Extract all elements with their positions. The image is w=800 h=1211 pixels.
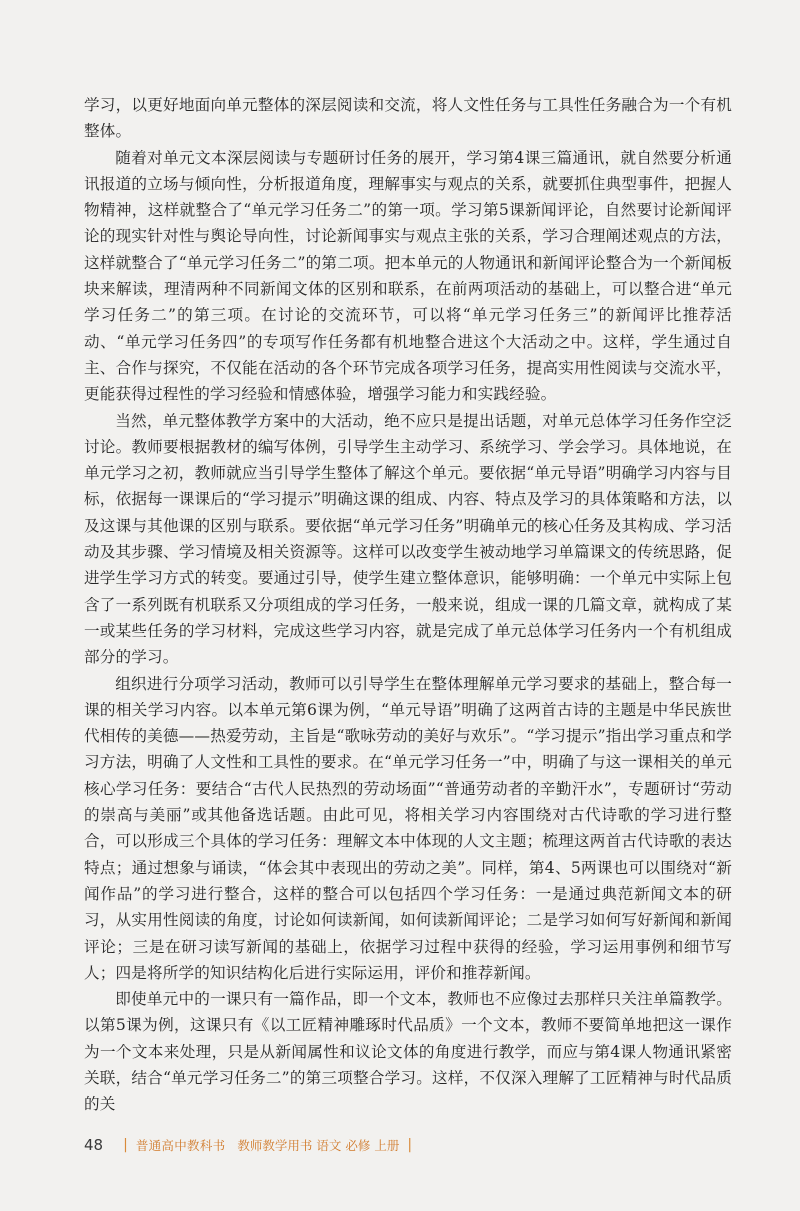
paragraph: 组织进行分项学习活动，教师可以引导学生在整体理解单元学习要求的基础上，整合每一课的相关学习内容。以本单元第6课为例，“单元导语”明确了这两首古诗的主题是中华民族世代相传的美德——热爱劳动，主旨是“歌咏劳动的美好与欢乐”。“学习提示”指出学习重点和学习方法，明确了人文性和工具性的要求。在“单元学习任务一”中，明确了与这一课相关的单元核心学习任务：要结合“古代人民热烈的劳动场面”“普通劳动者的辛勤汗水”，专题研讨“劳动的崇高与美丽”或其他备选话题。由此可见，将相关学习内容围绕对古代诗歌的学习进行整合，可以形成三个具体的学习任务：理解文本中体现的人文主题；梳理这两首古代诗歌的表达特点；通过想象与诵读，“体会其中表现出的劳动之美”。同样，第4、5两课也可以围绕对“新闻作品”的学习进行整合，这样的整合可以包括四个学习任务：一是通过典范新闻文本的研习，从实用性阅读的角度，讨论如何读新闻，如何读新闻评论；二是学习如何写好新闻和新闻评论；三是在研习读写新闻的基础上，依据学习过程中获得的经验，学习运用事例和细节写人；四是将所学的知识结构化后进行实际运用，评价和推荐新闻。 (84, 674, 732, 982)
paragraph: 当然，单元整体教学方案中的大活动，绝不应只是提出话题，对单元总体学习任务作空泛讨论。教师要根据教材的编写体例，引导学生主动学习、系统学习、学会学习。具体地说，在单元学习之初，教师就应当引导学生整体了解这个单元。要依据“单元导语”明确学习内容与目标，依据每一课课后的“学习提示”明确这课的组成、内容、特点及学习的具体策略和方法，以及这课与其他课的区别与联系。要依据“单元学习任务”明确单元的核心任务及其构成、学习活动及其步骤、学习情境及相关资源等。这样可以改变学生被动地学习单篇课文的传统思路，促进学生学习方式的转变。要通过引导，使学生建立整体意识，能够明确：一个单元中实际上包含了一系列既有机联系又分项组成的学习任务，一般来说，组成一课的几篇文章，就构成了某一或某些任务的学习材料，完成这些学习内容，就是完成了单元总体学习任务内一个有机组成部分的学习。 (84, 411, 732, 667)
book-subtitle: 教师教学用书 语文 必修 上册 (237, 1138, 400, 1153)
body-text (84, 92, 732, 1118)
paragraph-continued: 学习，以更好地面向单元整体的深层阅读和交流，将人文性任务与工具性任务融合为一个有机整体。 (84, 96, 732, 141)
paragraph: 随着对单元文本深层阅读与专题研讨任务的展开，学习第4课三篇通讯，就自然要分析通讯报道的立场与倾向性，分析报道角度，理解事实与观点的关系，就要抓住典型事件，把握人物精神，这样就整合了“单元学习任务二”的第一项。学习第5课新闻评论，自然要讨论新闻评论的现实针对性与舆论导向性，讨论新闻事实与观点主张的关系，学习合理阐述观点的方法，这样就整合了“单元学习任务二”的第二项。把本单元的人物通讯和新闻评论整合为一个新闻板块来解读，理清两种不同新闻文体的区别和联系，在前两项活动的基础上，可以整合进“单元学习任务二”的第三项。在讨论的交流环节，可以将“单元学习任务三”的新闻评比推荐活动、“单元学习任务四”的专项写作任务都有机地整合进这个大活动之中。这样，学生通过自主、合作与探究，不仅能在活动的各个环节完成各项学习任务，提高实用性阅读与交流水平，更能获得过程性的学习经验和情感体验，增强学习能力和实践经验。 (84, 148, 732, 404)
footer-separator: | (123, 1137, 128, 1153)
page-footer (84, 1133, 420, 1157)
book-title: 普通高中教科书 (135, 1138, 226, 1153)
footer-separator-end: | (407, 1137, 413, 1153)
paragraph: 即使单元中的一课只有一篇作品，即一个文本，教师也不应像过去那样只关注单篇教学。以第5课为例，这课只有《以工匠精神雕琢时代品质》一个文本，教师不要简单地把这一课作为一个文本来处理，只是从新闻属性和议论文体的角度进行教学，而应与第4课人物通讯紧密关联，结合“单元学习任务二”的第三项整合学习。这样，不仅深入理解了工匠精神与时代品质的关 (84, 990, 732, 1114)
page-number: 48 (84, 1136, 104, 1154)
